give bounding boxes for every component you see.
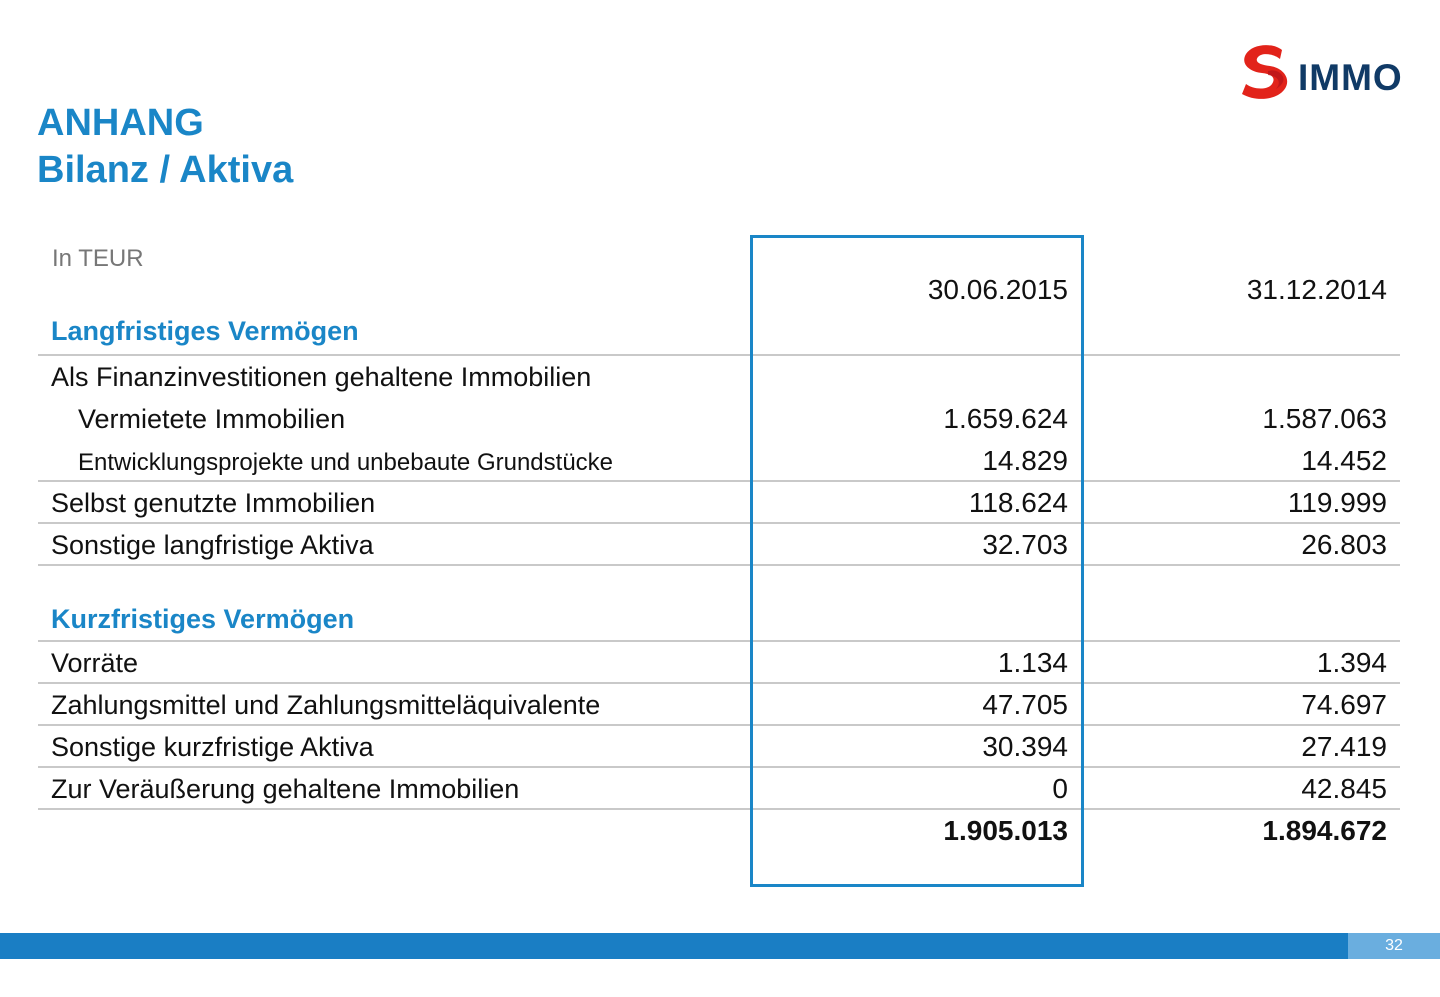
row-value-previous: 42.845 bbox=[1301, 773, 1387, 804]
title-line-bilanz-aktiva: Bilanz / Aktiva bbox=[37, 149, 294, 191]
row-value-previous: 1.587.063 bbox=[1262, 403, 1387, 434]
slide-title bbox=[37, 100, 293, 194]
total-value-current: 1.905.013 bbox=[943, 815, 1068, 846]
total-value-previous: 1.894.672 bbox=[1262, 815, 1387, 846]
row-value-previous: 119.999 bbox=[1287, 487, 1387, 518]
row-value-current: 14.829 bbox=[982, 445, 1068, 476]
table-row bbox=[38, 398, 1400, 440]
row-value-previous: 1.394 bbox=[1316, 647, 1387, 678]
row-label: Sonstige kurzfristige Aktiva bbox=[51, 732, 374, 762]
row-value-current: 1.134 bbox=[997, 647, 1068, 678]
current-period-highlight-box bbox=[750, 235, 1084, 887]
row-label: Als Finanzinvestitionen gehaltene Immobilien bbox=[51, 362, 592, 392]
total-row bbox=[38, 810, 1400, 852]
simmo-logo bbox=[1238, 42, 1408, 102]
row-label: Selbst genutzte Immobilien bbox=[51, 488, 376, 518]
row-label: Sonstige langfristige Aktiva bbox=[51, 530, 374, 560]
row-value-previous: 14.452 bbox=[1301, 445, 1387, 476]
footer-bar bbox=[0, 933, 1348, 959]
table-row bbox=[38, 684, 1400, 726]
table-row bbox=[38, 356, 1400, 398]
table-row bbox=[38, 768, 1400, 810]
row-value-previous: 74.697 bbox=[1301, 689, 1387, 720]
column-header-current: 30.06.2015 bbox=[927, 274, 1068, 305]
row-label: Entwicklungsprojekte und unbebaute Grundstücke bbox=[78, 449, 614, 476]
row-value-previous: 27.419 bbox=[1301, 731, 1387, 762]
column-header-previous: 31.12.2014 bbox=[1246, 274, 1387, 305]
logo-text: IMMO bbox=[1298, 57, 1403, 98]
table-row bbox=[38, 726, 1400, 768]
row-label: Vermietete Immobilien bbox=[78, 404, 346, 434]
table-row bbox=[38, 440, 1400, 482]
s-swirl-logo-icon bbox=[1238, 42, 1294, 100]
row-value-current: 0 bbox=[1052, 773, 1068, 804]
divider bbox=[38, 564, 1400, 566]
table-row bbox=[38, 642, 1400, 684]
title-line-anhang: ANHANG bbox=[37, 102, 204, 144]
row-value-current: 30.394 bbox=[982, 731, 1068, 762]
row-value-current: 47.705 bbox=[982, 689, 1068, 720]
table-row bbox=[38, 482, 1400, 524]
row-value-current: 1.659.624 bbox=[943, 403, 1068, 434]
row-value-current: 32.703 bbox=[982, 529, 1068, 560]
section-heading-shortterm: Kurzfristiges Vermögen bbox=[51, 604, 355, 634]
row-value-previous: 26.803 bbox=[1301, 529, 1387, 560]
table-row bbox=[38, 524, 1400, 566]
row-label: Vorräte bbox=[51, 648, 139, 678]
row-value-current: 118.624 bbox=[968, 487, 1068, 518]
row-label: Zahlungsmittel und Zahlungsmitteläquivalente bbox=[51, 690, 601, 720]
row-label: Zur Veräußerung gehaltene Immobilien bbox=[51, 774, 520, 804]
page-number: 32 bbox=[1348, 933, 1440, 959]
unit-label: In TEUR bbox=[52, 245, 144, 272]
section-heading-longterm: Langfristiges Vermögen bbox=[51, 316, 359, 346]
